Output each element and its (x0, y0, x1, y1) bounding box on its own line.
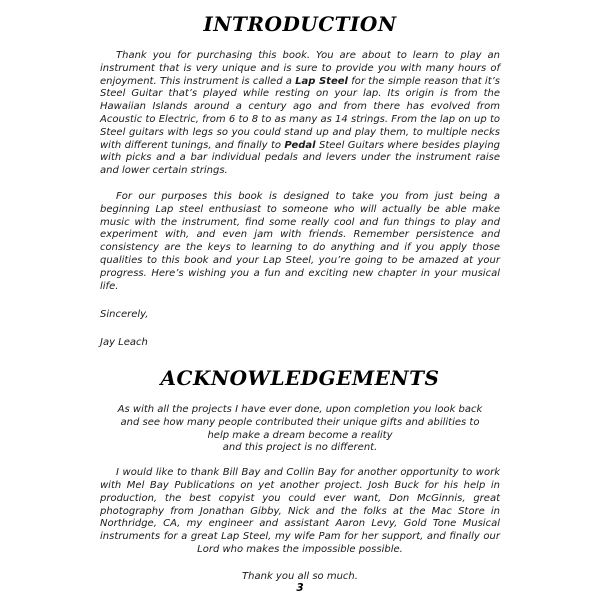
closing-signature: Jay Leach (100, 337, 148, 349)
ack-paragraph-2: I would like to thank Bill Bay and Collin Bay for another opportunity to work with Mel Bay Publications on yet another project. Josh Buck for his help in production, the best copyist you could ever want, Don McGinnis, great photography from Jonathan Gibby, Nick and the folks at the Mac Store in Northridge, CA, my engineer and assistant Aaron Levy, Gold Tone Musical instruments for a great Lap Steel, my wife Pam for her support, and finally our Lord who makes the impossible possible. (100, 467, 500, 555)
intro-paragraph-2: For our purposes this book is designed to take you from just being a beginning Lap steel enthusiast to someone who will actually be able make music with the instrument, find some really cool and fun things to play and experiment with, and even jam with friends. Remember persistence and consistency are the keys to learning to do anything and if you apply those qualities to this book and your Lap Steel, you’re going to be amazed at your progress. Here’s wishing you a fun and exciting new chapter in your musical life. (100, 190, 500, 292)
page-number: 3 (296, 582, 304, 594)
acknowledgements-heading: ACKNOWLEDGEMENTS (160, 365, 440, 390)
thanks-line: Thank you all so much. (242, 570, 358, 582)
intro-paragraph-1: Thank you for purchasing this book. You are about to learn to play an instrument that is very unique and is sure to provide you with many hours of enjoyment. This instrument is called a Lap Steel for the simple reason that it’s Steel Guitar that’s played while resting on your lap. Its origin is from the Hawaiian Islands around a century ago and from there has evolved from Acoustic to Electric, from 6 to 8 to as many as 14 strings. From the lap on up to Steel guitars with legs so you could stand up and play them, to multiple necks with different tunings, and finally to Pedal Steel Guitars where besides playing with picks and a bar individual pedals and levers under the instrument raise and lower certain strings. (100, 50, 501, 177)
introduction-heading: INTRODUCTION (203, 12, 397, 36)
closing-sincerely: Sincerely, (100, 309, 149, 321)
ack-paragraph-1: As with all the projects I have ever done, upon completion you look back and see how many people contributed their unique gifts and abilities to help make a dream become a reality and this project is no different. (117, 403, 483, 454)
